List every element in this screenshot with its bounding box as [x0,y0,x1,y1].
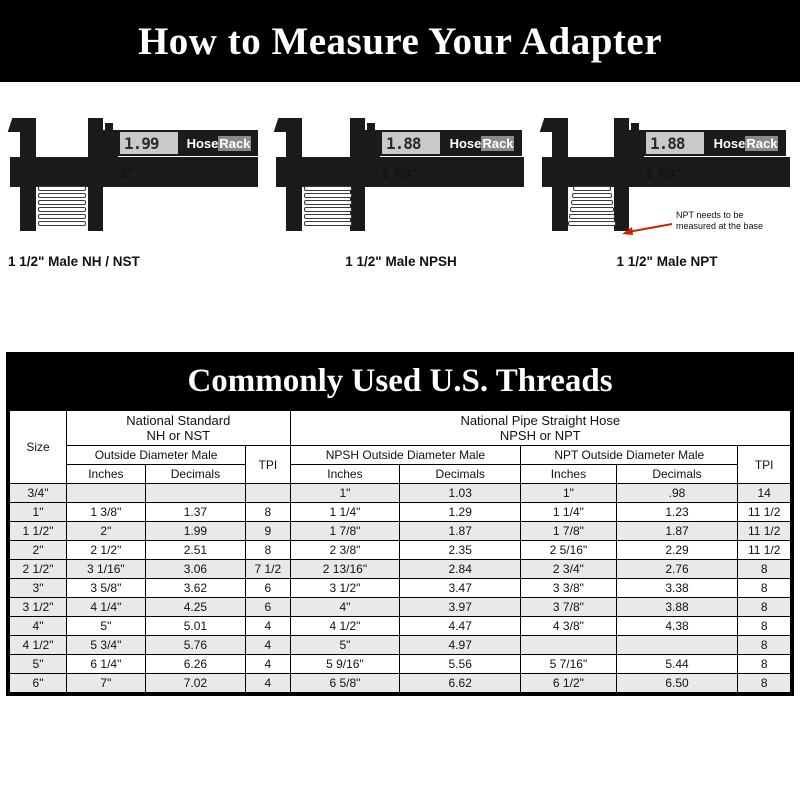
table-row [10,522,791,541]
header-npt-od-male: NPT Outside Diameter Male [521,446,738,465]
dimension-label-2: 1 7/8" [382,166,418,181]
threads-table-section [6,352,794,696]
cell-npt-inches: 1 1/4" [521,503,616,522]
table-row [10,617,791,636]
cell-npsh-decimals: 1.87 [400,522,521,541]
table-row [10,636,791,655]
table-header-group-row [10,411,791,446]
header-npsh-inches: Inches [290,465,400,484]
caliper-diagrams-section [0,82,800,344]
cell-npsh-decimals: 1.03 [400,484,521,503]
table-row [10,560,791,579]
cell-npt-inches: 6 1/2" [521,674,616,693]
header-group-ns-line1: National Standard [126,413,231,428]
cell-nh-tpi: 6 [246,579,290,598]
caliper-reading-value: 1.88 [386,133,421,153]
cell-nh-inches: 7" [67,674,146,693]
cell-nh-decimals [145,484,245,503]
caliper-illustration-2 [276,110,528,240]
cell-npt-tpi: 11 1/2 [738,503,791,522]
cell-nh-inches: 2 1/2" [67,541,146,560]
table-row [10,541,791,560]
cell-npt-inches: 5 7/16" [521,655,616,674]
cell-npt-decimals: 6.50 [616,674,738,693]
diagram-nh-nst [2,82,268,344]
fitting-threads-npsh [304,186,352,230]
cell-npt-tpi: 8 [738,617,791,636]
cell-size: 1 1/2" [10,522,67,541]
cell-npt-decimals: 1.87 [616,522,738,541]
cell-npsh-inches: 1" [290,484,400,503]
cell-nh-decimals: 4.25 [145,598,245,617]
cell-npsh-inches: 5" [290,636,400,655]
caliper-lower-sliding-jaw [88,185,103,231]
cell-nh-inches: 6 1/4" [67,655,146,674]
table-row [10,579,791,598]
caliper-illustration-1 [10,110,262,240]
cell-npt-decimals: 2.76 [616,560,738,579]
table-header-unit-row [10,465,791,484]
brand-name-part1: Hose [186,135,219,151]
cell-npsh-decimals: 3.47 [400,579,521,598]
page-header-banner [0,0,800,82]
caliper-lower-fixed-jaw [20,185,36,231]
cell-nh-decimals: 5.76 [145,636,245,655]
cell-npsh-inches: 4" [290,598,400,617]
cell-size: 6" [10,674,67,693]
cell-nh-tpi: 7 1/2 [246,560,290,579]
threads-table-title: Commonly Used U.S. Threads [9,355,791,410]
cell-nh-tpi: 4 [246,636,290,655]
cell-npsh-decimals: 3.97 [400,598,521,617]
cell-npt-inches: 4 3/8" [521,617,616,636]
brand-name-part1: Hose [449,135,482,151]
header-npt-tpi: TPI [738,446,791,484]
cell-npt-decimals: 3.38 [616,579,738,598]
caliper-slider-body [614,130,644,160]
cell-nh-decimals: 6.26 [145,655,245,674]
caliper-fixed-jaw [20,118,36,160]
cell-npt-inches: 1 7/8" [521,522,616,541]
cell-nh-inches [67,484,146,503]
table-row [10,598,791,617]
cell-npt-decimals [616,636,738,655]
cell-npsh-inches: 4 1/2" [290,617,400,636]
cell-nh-inches: 4 1/4" [67,598,146,617]
cell-npt-decimals: 2.29 [616,541,738,560]
cell-npsh-inches: 1 1/4" [290,503,400,522]
caliper-display-1 [118,130,180,156]
caliper-thumb-screw [631,123,639,135]
cell-size: 3 1/2" [10,598,67,617]
cell-nh-decimals: 1.99 [145,522,245,541]
page-title: How to Measure Your Adapter [137,19,663,63]
caliper-slider-body [88,130,118,160]
npt-measure-note: NPT needs to be measured at the base [676,210,764,231]
caliper-fixed-jaw [286,118,302,160]
header-nh-inches: Inches [67,465,146,484]
brand-name-part1: Hose [713,135,746,151]
cell-nh-decimals: 7.02 [145,674,245,693]
cell-npt-tpi: 14 [738,484,791,503]
cell-npt-tpi: 11 1/2 [738,522,791,541]
caliper-illustration-3 [542,110,794,240]
cell-npt-inches: 3 7/8" [521,598,616,617]
cell-nh-decimals: 2.51 [145,541,245,560]
caliper-lower-fixed-jaw [286,185,302,231]
cell-npsh-decimals: 1.29 [400,503,521,522]
cell-nh-inches: 1 3/8" [67,503,146,522]
cell-npt-decimals: 1.23 [616,503,738,522]
caliper-thumb-screw [367,123,375,135]
cell-npsh-decimals: 2.35 [400,541,521,560]
diagram-npt [534,82,800,344]
cell-npt-decimals: 5.44 [616,655,738,674]
caliper-beam [10,157,258,187]
cell-npt-inches: 2 3/4" [521,560,616,579]
cell-npt-tpi: 8 [738,598,791,617]
caliper-reading-value: 1.99 [124,133,159,153]
caliper-display-2 [380,130,442,156]
cell-nh-tpi: 6 [246,598,290,617]
cell-npsh-inches: 3 1/2" [290,579,400,598]
cell-size: 4 1/2" [10,636,67,655]
caliper-thumb-screw [105,123,113,135]
cell-npt-tpi: 8 [738,674,791,693]
fitting-threads-nh [38,186,86,230]
cell-npsh-inches: 2 13/16" [290,560,400,579]
cell-npsh-decimals: 6.62 [400,674,521,693]
caliper-display-3 [644,130,706,156]
cell-nh-decimals: 3.62 [145,579,245,598]
header-npt-inches: Inches [521,465,616,484]
diagram-npsh [268,82,534,344]
threads-table-body [10,484,791,693]
caliper-reading-value: 1.88 [650,133,685,153]
cell-npsh-decimals: 4.47 [400,617,521,636]
cell-size: 1" [10,503,67,522]
header-npsh-od-male: NPSH Outside Diameter Male [290,446,521,465]
header-size: Size [10,411,67,484]
cell-npt-tpi: 8 [738,560,791,579]
cell-nh-inches: 5 3/4" [67,636,146,655]
caliper-slider-body [350,130,380,160]
diagram-caption-2: 1 1/2" Male NPSH [345,254,457,269]
fitting-threads-npt [568,186,616,230]
cell-npsh-inches: 6 5/8" [290,674,400,693]
cell-npt-inches: 3 3/8" [521,579,616,598]
cell-size: 2" [10,541,67,560]
cell-nh-decimals: 1.37 [145,503,245,522]
cell-npt-decimals: 3.88 [616,598,738,617]
caliper-fixed-jaw [552,118,568,160]
cell-npt-tpi: 11 1/2 [738,541,791,560]
table-row [10,503,791,522]
cell-npt-tpi: 8 [738,579,791,598]
cell-nh-decimals: 5.01 [145,617,245,636]
cell-nh-decimals: 3.06 [145,560,245,579]
cell-npt-inches: 2 5/16" [521,541,616,560]
threads-table [9,410,791,693]
cell-size: 2 1/2" [10,560,67,579]
cell-nh-tpi: 4 [246,674,290,693]
table-row [10,674,791,693]
cell-npt-tpi: 8 [738,655,791,674]
caliper-lower-fixed-jaw [552,185,568,231]
cell-nh-tpi: 4 [246,655,290,674]
header-group-ns-line2: NH or NST [146,428,211,443]
dimension-label-3: 1 7/8" [646,166,682,181]
header-group-nps-line1: National Pipe Straight Hose [460,413,621,428]
header-npt-decimals: Decimals [616,465,738,484]
cell-size: 4" [10,617,67,636]
cell-npt-inches: 1" [521,484,616,503]
header-group-national-standard [67,411,291,446]
cell-nh-tpi: 9 [246,522,290,541]
cell-npsh-decimals: 2.84 [400,560,521,579]
brand-badge-1 [180,130,258,156]
brand-badge-3 [706,130,786,156]
cell-npt-decimals: .98 [616,484,738,503]
header-nh-tpi: TPI [246,446,290,484]
cell-npsh-inches: 5 9/16" [290,655,400,674]
brand-name-part2: Rack [219,135,251,151]
diagram-caption-1: 1 1/2" Male NH / NST [8,254,140,269]
cell-npsh-inches: 2 3/8" [290,541,400,560]
diagram-caption-3: 1 1/2" Male NPT [616,254,718,269]
cell-size: 3/4" [10,484,67,503]
cell-npt-tpi: 8 [738,636,791,655]
table-header-sub-row [10,446,791,465]
cell-npsh-decimals: 4.97 [400,636,521,655]
cell-nh-inches: 2" [67,522,146,541]
cell-nh-tpi [246,484,290,503]
cell-nh-inches: 3 1/16" [67,560,146,579]
table-row [10,484,791,503]
table-row [10,655,791,674]
cell-npt-inches [521,636,616,655]
cell-nh-tpi: 8 [246,503,290,522]
header-nh-decimals: Decimals [145,465,245,484]
cell-npt-decimals: 4.38 [616,617,738,636]
cell-npsh-decimals: 5.56 [400,655,521,674]
cell-nh-tpi: 8 [246,541,290,560]
brand-name-part2: Rack [746,135,778,151]
header-group-national-pipe-straight [290,411,790,446]
header-group-nps-line2: NPSH or NPT [499,428,581,443]
brand-badge-2 [442,130,522,156]
npt-base-arrow-icon [620,218,676,240]
header-npsh-decimals: Decimals [400,465,521,484]
dimension-label-1: 2" [120,166,134,181]
caliper-lower-sliding-jaw [350,185,365,231]
cell-size: 5" [10,655,67,674]
cell-nh-tpi: 4 [246,617,290,636]
cell-nh-inches: 5" [67,617,146,636]
cell-nh-inches: 3 5/8" [67,579,146,598]
cell-size: 3" [10,579,67,598]
header-nh-od-male: Outside Diameter Male [67,446,246,465]
cell-npsh-inches: 1 7/8" [290,522,400,541]
brand-name-part2: Rack [482,135,514,151]
